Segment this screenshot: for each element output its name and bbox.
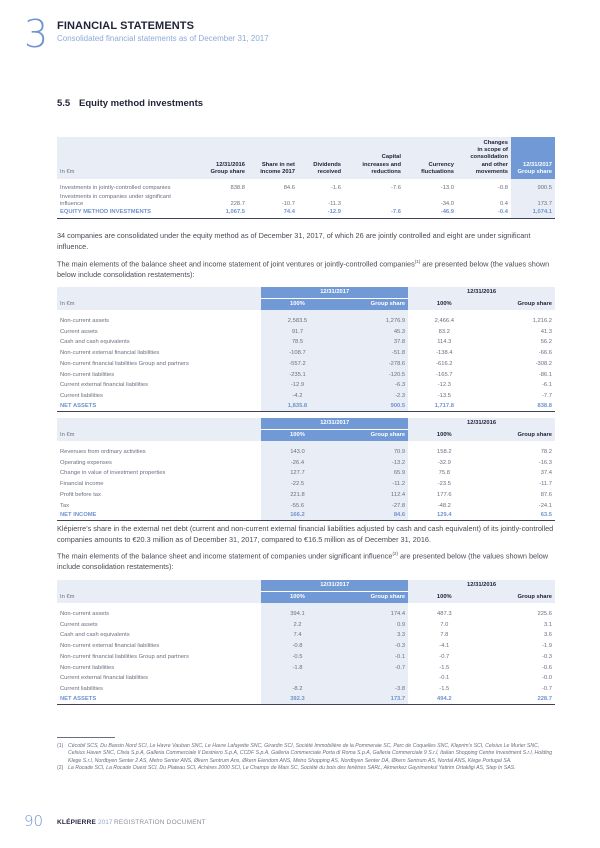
cell: -11.7 <box>539 481 552 488</box>
cell: -0.4 <box>457 209 511 219</box>
cell: -32.9 <box>437 459 451 466</box>
cell: -86.1 <box>538 371 552 378</box>
cell <box>334 673 408 684</box>
cell: 78.2 <box>540 449 552 455</box>
row-label: Non-current financial liabilities Group and partners <box>60 653 189 660</box>
cell: 7.4 <box>261 630 333 641</box>
blank-header <box>57 287 261 299</box>
cell: 37.4 <box>540 470 552 477</box>
cell: -7.6 <box>344 209 404 219</box>
section-number: 5.5 <box>57 98 71 109</box>
year-2016-header: 12/31/2016 <box>408 418 555 430</box>
cell: 1,717.8 <box>408 402 480 412</box>
cell: 37.8 <box>334 337 408 348</box>
chapter-title: FINANCIAL STATEMENTS <box>57 20 195 32</box>
col-100-header: 100% <box>408 592 480 604</box>
table-row <box>57 359 555 370</box>
year-2017-header: 12/31/2017 <box>261 418 408 430</box>
year-2016-header: 12/31/2016 <box>408 287 555 299</box>
footnotes <box>57 743 557 773</box>
table-row <box>57 479 555 490</box>
cell: 112.4 <box>334 490 408 501</box>
col-header: Changes in scope of consolidation and other movements <box>457 137 511 179</box>
cell: -0.3 <box>334 641 408 652</box>
row-label: NET ASSETS <box>57 695 261 705</box>
cell: 1,074.1 <box>511 209 555 219</box>
footnote-divider <box>57 737 115 738</box>
footnote-text: La Rocade SCI, La Rocade Ouest SCI, Du Plateau SCI, Achères 2000 SCI, Le Champs de Mais SC, Société du bois des fenêtres SARL, Akmerkez Gayrimenkul Yatirim Ortakligi AS, Step In SAS. <box>68 765 516 772</box>
cell: -10.7 <box>281 201 295 208</box>
paragraph-si-intro: The main elements of the balance sheet and income statement of companies under significant influence$^{(2)}$ are presented below (the values shown below include consolidation restatements): <box>57 551 549 571</box>
cell: -235.1 <box>261 370 333 381</box>
col-header: Dividends received <box>298 137 344 179</box>
row-label: Investments in companies under significant influence <box>60 194 171 208</box>
row-label: NET ASSETS <box>57 402 261 412</box>
cell: -3.8 <box>334 684 408 695</box>
cell: -51.8 <box>334 348 408 359</box>
footnote-marker: (2) <box>57 765 64 772</box>
unit-label: In €m <box>57 299 261 311</box>
cell: 494.2 <box>408 695 480 705</box>
cell: -27.8 <box>334 501 408 512</box>
row-label: Non-current external financial liabilities <box>60 350 160 357</box>
cell: -16.3 <box>538 459 552 466</box>
cell: 1,276.9 <box>334 310 408 327</box>
cell: 838.8 <box>230 185 245 191</box>
cell: 7.0 <box>440 621 449 628</box>
col-group-share-header: Group share <box>334 592 408 604</box>
section-title <box>57 98 203 109</box>
col-100-header: 100% <box>408 299 480 311</box>
footer-doc-title: REGISTRATION DOCUMENT <box>114 819 206 826</box>
cell: 114.3 <box>437 339 452 346</box>
table-row <box>57 370 555 381</box>
table-row <box>57 630 555 641</box>
cell: 65.9 <box>334 468 408 479</box>
cell: 41.3 <box>540 328 552 335</box>
cell: 221.8 <box>261 490 333 501</box>
row-label: Non-current assets <box>60 611 109 617</box>
footnote-1 <box>57 743 557 765</box>
row-label: Tax <box>60 502 70 509</box>
cell: 3.3 <box>334 630 408 641</box>
table-row <box>57 663 555 674</box>
cell: -11.3 <box>328 201 341 208</box>
cell: -7.6 <box>391 185 401 191</box>
cell: -55.6 <box>261 501 333 512</box>
table-total-row <box>57 695 555 705</box>
cell: 166.2 <box>261 511 333 521</box>
table-row <box>57 179 555 192</box>
col-100-header: 100% <box>261 299 333 311</box>
blank-header <box>57 418 261 430</box>
cell: 78.5 <box>261 337 333 348</box>
row-label: Financial income <box>60 481 104 488</box>
cell: -0.7 <box>334 663 408 674</box>
chapter-subtitle: Consolidated financial statements as of December 31, 2017 <box>57 34 269 43</box>
row-label: Current liabilities <box>60 685 103 692</box>
cell: 900.5 <box>334 402 408 412</box>
cell: 394.1 <box>261 603 333 620</box>
cell: 1,216.2 <box>532 318 552 324</box>
cell: -120.5 <box>334 370 408 381</box>
row-label: Operating expenses <box>60 459 112 466</box>
cell: -138.4 <box>436 350 453 357</box>
cell: -6.1 <box>542 382 552 389</box>
cell: 228.7 <box>480 695 555 705</box>
table-row <box>57 337 555 348</box>
cell: -278.6 <box>334 359 408 370</box>
cell: -0.8 <box>261 641 333 652</box>
row-label: Non-current financial liabilities Group and partners <box>60 360 189 367</box>
cell: 84.6 <box>283 185 295 191</box>
table-row <box>57 327 555 338</box>
table-row <box>57 192 555 208</box>
cell: -1.9 <box>542 643 552 650</box>
cell: -13.0 <box>440 185 454 191</box>
cell: 84.6 <box>334 511 408 521</box>
cell: -12.3 <box>437 382 451 389</box>
cell: -0.0 <box>542 675 552 682</box>
row-label: Non-current assets <box>60 318 109 324</box>
cell: -6.3 <box>334 380 408 391</box>
table-row <box>57 501 555 512</box>
table-row <box>57 468 555 479</box>
cell: 2,583.5 <box>261 310 333 327</box>
table-row <box>57 490 555 501</box>
table-row <box>57 391 555 402</box>
footnote-text: Cécobil SCS, Du Bassin Nord SCI, Le Havre Vauban SNC, Le Havre Lafayette SNC, Girardin SCI, Société Immobilière de la Pommeraie SC, Parc de Coquelles SNC, Kleprim's SCI, Celsius Le Murier SNC, Celsius Haven SNC, Clivia S.p.A, Galleria Commerciale Il Destriero S.p.A, CCDF S.p.A, Galleria Commerciale Porta di Roma S.p.A, Galleria Commerciale 9 S.r.l, Italian Shopping Centre Investment S.r.l, Holding Klege S.r.l, Nordbyen Senter 2 AS, Metro Senter ANS, Økern Sentrum Ans, Økern Eiendom ANS, Metro Shopping AS, Nordbyen Senter DA, Økern Sentrum AS, Nordal ANS, Klege Portugal SA. <box>68 743 553 764</box>
cell: 838.8 <box>480 402 555 412</box>
unit-label: In €m <box>57 430 261 442</box>
paragraph-jv-intro: The main elements of the balance sheet and income statement of joint ventures or jointly-controlled companies$^{(1)}$ are presented below (the values shown below include consolidation restatements): <box>57 259 550 279</box>
cell: 1,067.5 <box>191 209 248 219</box>
cell: 228.7 <box>230 201 245 208</box>
row-label: Current assets <box>60 621 98 628</box>
row-label: Current external financial liabilities <box>60 382 148 389</box>
cell: 74.4 <box>248 209 298 219</box>
row-label: Cash and cash equivalents <box>60 632 130 639</box>
unit-label: In €m <box>57 137 191 179</box>
cell: 225.6 <box>537 611 552 617</box>
row-label: Non-current external financial liabilities <box>60 643 160 650</box>
cell: -66.6 <box>538 350 552 357</box>
table-total-row <box>57 402 555 412</box>
cell: -46.9 <box>404 209 457 219</box>
cell: -48.2 <box>437 502 451 509</box>
year-2017-header: 12/31/2017 <box>261 287 408 299</box>
cell: -23.5 <box>437 481 451 488</box>
row-label: Current external financial liabilities <box>60 675 148 682</box>
table-row <box>57 641 555 652</box>
cell: 75.8 <box>438 470 450 477</box>
table-row <box>57 310 555 327</box>
cell: 3.1 <box>543 621 552 628</box>
cell: 45.3 <box>334 327 408 338</box>
cell: -0.6 <box>542 664 552 671</box>
col-group-share-header: Group share <box>334 299 408 311</box>
footnote-ref: (2) <box>392 551 398 556</box>
chapter-number: 3 <box>24 12 49 56</box>
cell: -2.3 <box>334 391 408 402</box>
footnote-2 <box>57 765 557 772</box>
col-header: 12/31/2016 Group share <box>191 137 248 179</box>
paragraph-net-debt: Klépierre's share in the external net debt (current and non-current external financial liabilities adjusted by cash and cash equivalent) of its jointly-controlled companies amounts to €20.3 million as of December 31, 2017, compared to €16.5 million as of December 31, 2016. <box>57 524 554 544</box>
jv-income-statement-table <box>57 418 555 521</box>
cell: -165.7 <box>436 371 453 378</box>
cell: 63.5 <box>480 511 555 521</box>
cell: -0.1 <box>439 675 450 682</box>
cell: 174.4 <box>334 603 408 620</box>
year-2017-header: 12/31/2017 <box>261 580 408 592</box>
cell: -0.5 <box>261 652 333 663</box>
cell: 70.9 <box>334 441 408 458</box>
cell: 91.7 <box>261 327 333 338</box>
cell: -0.3 <box>542 653 552 660</box>
col-group-share-header: Group share <box>480 592 555 604</box>
table-row <box>57 652 555 663</box>
row-label: Revenues from ordinary activities <box>60 449 146 455</box>
jv-balance-sheet-table <box>57 287 555 412</box>
cell: -1.8 <box>261 663 333 674</box>
table-row <box>57 458 555 469</box>
cell: -108.7 <box>261 348 333 359</box>
cell: -12.9 <box>298 209 344 219</box>
cell: -13.2 <box>334 458 408 469</box>
table-total-row <box>57 511 555 521</box>
table-row <box>57 684 555 695</box>
col-100-header: 100% <box>408 430 480 442</box>
footer-year: 2017 <box>98 819 113 826</box>
cell: 3.6 <box>543 632 552 639</box>
cell: -616.2 <box>436 360 453 367</box>
footer-brand: KLÉPIERRE <box>57 819 97 826</box>
row-label: Current assets <box>60 328 98 335</box>
cell: -26.4 <box>261 458 333 469</box>
cell: -24.1 <box>538 502 552 509</box>
si-balance-sheet-table <box>57 580 555 705</box>
row-label: Investments in jointly-controlled companies <box>60 185 171 191</box>
cell: 7.8 <box>440 632 449 639</box>
cell: 173.7 <box>334 695 408 705</box>
cell: 2,466.4 <box>434 318 454 324</box>
col-header: Share in net income 2017 <box>248 137 298 179</box>
cell: -0.7 <box>542 685 552 692</box>
cell: -22.5 <box>261 479 333 490</box>
cell: -1.5 <box>439 685 450 692</box>
page-number: 90 <box>24 812 44 830</box>
cell: 2.2 <box>261 620 333 631</box>
row-label: Change in value of investment properties <box>60 470 166 477</box>
table-row <box>57 603 555 620</box>
cell: 487.3 <box>437 611 452 617</box>
cell: -557.2 <box>261 359 333 370</box>
cell: -7.7 <box>542 392 552 399</box>
row-label: EQUITY METHOD INVESTMENTS <box>57 209 191 219</box>
equity-investments-table <box>57 137 555 219</box>
cell: 143.0 <box>261 441 333 458</box>
col-group-share-header: Group share <box>334 430 408 442</box>
cell: -13.5 <box>437 392 451 399</box>
col-header: Currency fluctuations <box>404 137 457 179</box>
cell: 129.4 <box>408 511 480 521</box>
cell: 900.5 <box>511 179 555 192</box>
cell <box>261 673 333 684</box>
table-row <box>57 673 555 684</box>
cell: -12.9 <box>261 380 333 391</box>
row-label: Profit before tax <box>60 491 101 498</box>
cell: -4.2 <box>261 391 333 402</box>
cell: 0.4 <box>499 201 508 208</box>
table-row <box>57 620 555 631</box>
table-row <box>57 380 555 391</box>
table-row <box>57 348 555 359</box>
cell: -8.2 <box>261 684 333 695</box>
cell: 127.7 <box>261 468 333 479</box>
cell: -0.1 <box>334 652 408 663</box>
cell: -0.8 <box>498 185 508 191</box>
col-header: Capital increases and reductions <box>344 137 404 179</box>
row-label: Non-current liabilities <box>60 664 115 671</box>
col-group-share-header: Group share <box>480 299 555 311</box>
cell: -0.7 <box>439 653 450 660</box>
col-group-share-header: Group share <box>480 430 555 442</box>
cell: 87.6 <box>540 491 552 498</box>
cell: 1,835.8 <box>261 402 333 412</box>
cell: 177.6 <box>437 491 452 498</box>
unit-label: In €m <box>57 592 261 604</box>
paragraph-companies-count: 34 companies are consolidated under the equity method as of December 31, 2017, of which 26 are jointly controlled and eight are under significant influence. <box>57 231 531 251</box>
cell: -34.0 <box>440 201 454 208</box>
cell: -11.2 <box>334 479 408 490</box>
cell: 158.2 <box>437 449 452 455</box>
cell: 392.3 <box>261 695 333 705</box>
col-header-highlight: 12/31/2017 Group share <box>511 137 555 179</box>
row-label: Non-current liabilities <box>60 371 115 378</box>
row-label: NET INCOME <box>57 511 261 521</box>
cell: -4.1 <box>439 643 450 650</box>
cell: 56.2 <box>540 339 552 346</box>
table-total-row <box>57 209 555 219</box>
cell: 0.9 <box>334 620 408 631</box>
cell: 173.7 <box>511 192 555 208</box>
cell: 83.2 <box>438 328 450 335</box>
blank-header <box>57 580 261 592</box>
footnote-marker: (1) <box>57 743 64 749</box>
row-label: Current liabilities <box>60 392 103 399</box>
year-2016-header: 12/31/2016 <box>408 580 555 592</box>
cell: -1.5 <box>439 664 450 671</box>
cell: -1.6 <box>331 185 341 191</box>
cell: -308.2 <box>535 360 552 367</box>
section-heading: Equity method investments <box>79 98 204 109</box>
table-row <box>57 441 555 458</box>
col-100-header: 100% <box>261 592 333 604</box>
cell <box>344 192 404 208</box>
col-100-header: 100% <box>261 430 333 442</box>
row-label: Cash and cash equivalents <box>60 339 130 346</box>
footnote-ref: (1) <box>414 259 421 264</box>
